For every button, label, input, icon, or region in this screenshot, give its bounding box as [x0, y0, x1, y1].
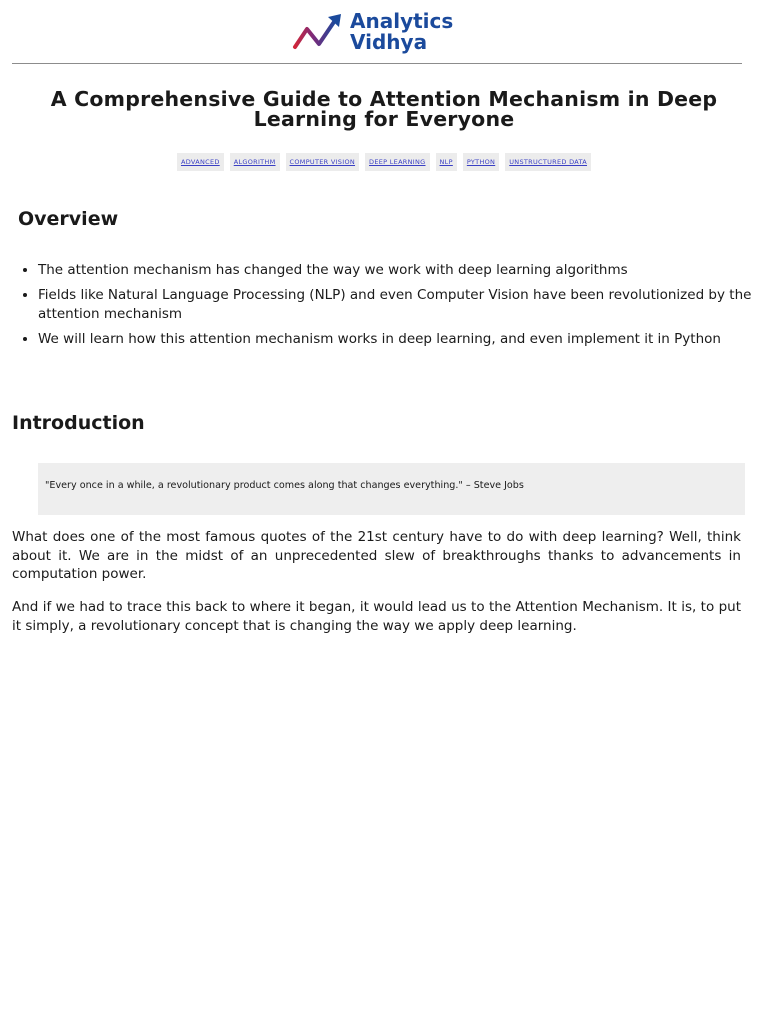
quote-text: "Every once in a while, a revolutionary product comes along that changes everything." – Steve Jobs [45, 480, 524, 491]
tag-algorithm[interactable]: ALGORITHM [230, 153, 280, 171]
intro-paragraph-2: And if we had to trace this back to where it began, it would lead us to the Attention Mechanism. It is, to put it simply, a revolutionary concept that is changing the way we apply deep learning. [12, 599, 741, 634]
logo-wordmark [350, 11, 453, 53]
tag-advanced[interactable]: ADVANCED [177, 153, 224, 171]
article-title: A Comprehensive Guide to Attention Mechanism in Deep Learning for Everyone [50, 87, 718, 131]
list-item: • We will learn how this attention mechanism works in deep learning, and even implement it in Python [38, 330, 756, 349]
list-item: • Fields like Natural Language Processing (NLP) and even Computer Vision have been revolutionized by the attention mechanism [38, 286, 756, 324]
overview-bullet-list [20, 261, 756, 355]
tag-unstructured-data[interactable]: UNSTRUCTURED DATA [505, 153, 591, 171]
site-header [12, 0, 742, 64]
tag-list [0, 153, 768, 171]
steve-jobs-quote [38, 463, 745, 515]
analytics-vidhya-logo[interactable] [292, 8, 462, 56]
overview-heading: Overview [18, 208, 119, 230]
list-item: • The attention mechanism has changed the way we work with deep learning algorithms [38, 261, 756, 280]
introduction-heading: Introduction [12, 412, 145, 434]
logo-line-2: Vidhya [350, 30, 428, 54]
tag-python[interactable]: PYTHON [463, 153, 499, 171]
logo-line-1: Analytics [350, 9, 454, 33]
trending-up-arrow-icon [292, 11, 344, 53]
tag-nlp[interactable]: NLP [436, 153, 457, 171]
intro-paragraph-1: What does one of the most famous quotes of the 21st century have to do with deep learning? Well, think about it. We are in the midst of an unprecedented slew of breakthroughs thanks to advancements in computation power. [12, 529, 741, 583]
tag-deep-learning[interactable]: DEEP LEARNING [365, 153, 429, 171]
tag-computer-vision[interactable]: COMPUTER VISION [286, 153, 360, 171]
